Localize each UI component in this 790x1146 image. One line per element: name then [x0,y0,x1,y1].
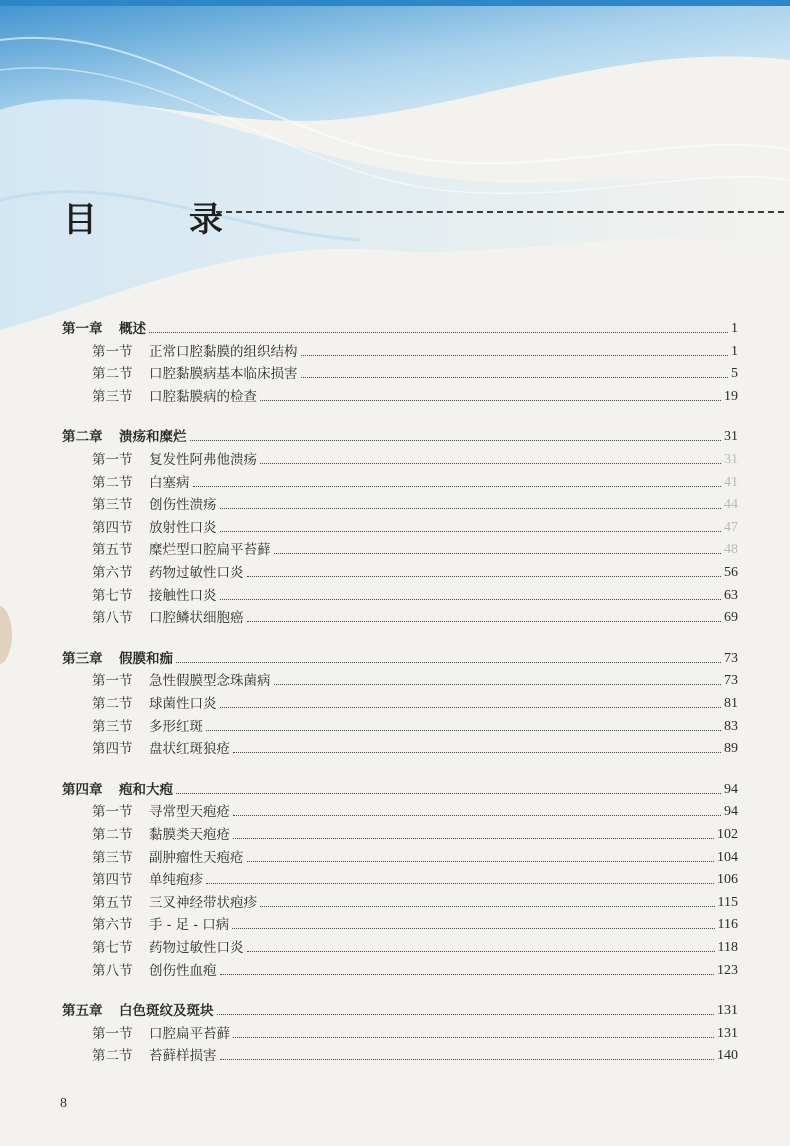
toc-page-number: 1 [731,321,738,336]
decorative-wave-banner [0,0,790,360]
toc-dot-leader [260,400,721,401]
toc-entry-number: 第一节 [92,452,133,468]
toc-entry-number: 第四节 [92,872,133,889]
toc-entry-title: 概述 [119,321,146,337]
toc-entry-number: 第四章 [62,781,103,798]
toc-dot-leader [233,752,721,753]
toc-page-number: 94 [724,781,738,797]
toc-entry-number: 第一章 [62,321,103,337]
toc-section-row[interactable] [92,960,738,980]
toc-entry-number: 第七节 [92,587,133,604]
toc-entry-number: 第二节 [92,696,133,712]
toc-entry-title: 副肿瘤性天疱疮 [149,849,244,866]
toc-entry-number: 第二节 [92,366,133,383]
toc-entry-label [92,826,230,844]
toc-section-row[interactable] [92,824,738,844]
toc-page-number: 81 [724,696,738,711]
toc-section-row[interactable] [92,562,738,582]
toc-entry-title: 放射性口炎 [149,519,217,536]
toc-section-row[interactable] [92,937,738,957]
toc-section-row[interactable] [92,1023,738,1043]
toc-page-number: 69 [724,610,738,626]
toc-entry-title: 黏膜类天疱疮 [149,827,230,843]
toc-entry-label [92,496,217,514]
toc-entry-title: 口腔黏膜病的检查 [149,388,257,405]
toc-section-row[interactable] [92,585,738,605]
toc-entry-title: 创伤性血疱 [149,962,217,979]
toc-entry-title: 接触性口炎 [149,587,217,604]
toc-page-number: 140 [717,1048,738,1064]
toc-section-row[interactable] [92,517,738,537]
toc-entry-number: 第五节 [92,894,133,911]
toc-entry-title: 溃疡和糜烂 [119,429,187,446]
toc-chapter-row[interactable] [62,426,738,446]
toc-page-number: 73 [724,650,738,666]
toc-dot-leader [233,815,721,816]
toc-section-row[interactable] [92,670,738,690]
toc-entry-number: 第八节 [92,962,133,979]
toc-entry-label [92,939,244,957]
toc-entry-title: 盘状红斑狼疮 [149,741,230,758]
toc-page-number: 118 [717,940,738,955]
toc-dot-leader [233,838,714,839]
toc-entry-title: 苔藓样损害 [149,1048,217,1065]
toc-dot-leader [176,662,721,663]
title-dashed-rule [216,211,784,213]
toc-page-number: 41 [724,474,738,490]
toc-entry-number: 第五章 [62,1003,103,1020]
toc-section-row[interactable] [92,914,738,934]
toc-entry-number: 第三节 [92,497,133,514]
toc-entry-number: 第二节 [92,1048,133,1065]
toc-page-number: 131 [717,1025,738,1041]
toc-dot-leader [206,730,721,731]
toc-dot-leader [190,440,722,441]
toc-entry-title: 白色斑纹及斑块 [119,1003,214,1020]
toc-entry-number: 第三节 [92,718,133,735]
toc-page-number: 115 [717,894,738,910]
toc-dot-leader [176,793,721,794]
toc-entry-label [92,343,298,361]
toc-section-row[interactable] [92,363,738,383]
toc-dot-leader [301,355,729,356]
toc-entry-number: 第一节 [92,343,133,360]
toc-chapter-row[interactable] [62,648,738,668]
toc-page-number: 48 [724,542,738,558]
toc-entry-label [92,718,203,736]
toc-entry-label [92,474,190,492]
toc-section-row[interactable] [92,449,738,469]
toc-section-row[interactable] [92,716,738,736]
toc-entry-label [92,365,298,383]
toc-entry-number: 第一节 [92,673,133,690]
toc-entry-title: 疱和大疱 [119,781,173,798]
toc-dot-leader [220,531,722,532]
toc-entry-label [62,320,146,338]
toc-section-row[interactable] [92,341,738,361]
toc-page-number: 116 [717,917,738,933]
toc-entry-label [62,781,173,799]
toc-entry-label [92,849,244,867]
toc-entry-title: 白塞病 [149,474,190,491]
toc-page-number: 31 [724,429,738,445]
toc-entry-label [92,916,229,934]
toc-chapter-row[interactable] [62,318,738,338]
toc-entry-number: 第七节 [92,940,133,956]
toc-entry-label [92,541,271,559]
toc-entry-label [92,451,257,469]
toc-entry-title: 口腔黏膜病基本临床损害 [149,366,298,383]
toc-dot-leader [247,576,722,577]
toc-entry-label [92,609,244,627]
toc-page-number: 89 [724,741,738,757]
toc-entry-title: 假膜和痂 [119,650,173,667]
toc-entry-label [92,564,244,582]
toc-dot-leader [233,1037,714,1038]
toc-entry-label [92,740,230,758]
toc-entry-number: 第一节 [92,1025,133,1042]
finger-shadow [0,605,12,665]
toc-entry-title: 球菌性口炎 [149,696,217,712]
toc-page-number: 19 [724,388,738,404]
toc-dot-leader [247,951,715,952]
toc-page-number: 94 [724,804,738,820]
toc-page-number: 56 [724,565,738,580]
toc-entry-number: 第四节 [92,741,133,758]
toc-chapter-row[interactable] [62,779,738,799]
toc-dot-leader [220,974,715,975]
toc-chapter-row[interactable] [62,1000,738,1020]
toc-entry-title: 寻常型天疱疮 [149,804,230,821]
toc-entry-label [92,388,257,406]
toc-entry-title: 口腔鳞状细胞癌 [149,610,244,627]
toc-entry-title: 复发性阿弗他溃疡 [149,452,257,468]
toc-entry-label [92,587,217,605]
toc-section-row[interactable] [92,494,738,514]
toc-dot-leader [149,332,728,333]
toc-entry-title: 药物过敏性口炎 [149,940,244,956]
toc-entry-title: 单纯疱疹 [149,872,203,889]
toc-dot-leader [301,377,729,378]
toc-entry-label [92,1047,217,1065]
toc-entry-title: 手 - 足 - 口病 [149,917,230,934]
toc-entry-label [62,428,187,446]
toc-page-number: 104 [717,849,738,865]
toc-entry-title: 正常口腔黏膜的组织结构 [149,343,298,360]
toc-entry-label [92,803,230,821]
toc-entry-number: 第六节 [92,917,133,934]
toc-page-number: 83 [724,718,738,734]
toc-entry-label [92,871,203,889]
toc-entry-number: 第八节 [92,610,133,627]
toc-entry-number: 第二节 [92,827,133,843]
toc-section-row[interactable] [92,693,738,713]
page-title: 目 录 [63,200,263,240]
toc-entry-title: 糜烂型口腔扁平苔藓 [149,542,271,559]
toc-entry-label [92,519,217,537]
toc-dot-leader [217,1014,715,1015]
toc-section-row[interactable] [92,472,738,492]
toc-entry-number: 第三节 [92,849,133,866]
toc-dot-leader [193,486,722,487]
toc-section-row[interactable] [92,801,738,821]
toc-section-row[interactable] [92,869,738,889]
toc-dot-leader [274,684,722,685]
toc-page-number: 131 [717,1003,738,1019]
toc-dot-leader [206,883,714,884]
toc-page-number: 5 [731,366,738,382]
toc-entry-number: 第六节 [92,565,133,581]
toc-section-row[interactable] [92,847,738,867]
toc-section-row[interactable] [92,607,738,627]
toc-dot-leader [220,508,722,509]
toc-page-number: 1 [731,343,738,359]
toc-entry-number: 第二节 [92,474,133,491]
toc-dot-leader [247,621,722,622]
toc-dot-leader [220,599,722,600]
page-number: 8 [60,1096,67,1111]
toc-entry-label [92,672,271,690]
toc-entry-number: 第三节 [92,388,133,405]
toc-page-number: 31 [724,452,738,467]
toc-entry-title: 多形红斑 [149,718,203,735]
toc-entry-title: 口腔扁平苔藓 [149,1025,230,1042]
toc-entry-number: 第一节 [92,804,133,821]
toc-page-number: 123 [717,962,738,978]
toc-section-row[interactable] [92,1045,738,1065]
toc-entry-title: 急性假膜型念珠菌病 [149,673,271,690]
toc-page-number: 47 [724,519,738,535]
toc-entry-label [92,695,217,713]
toc-entry-title: 三叉神经带状疱疹 [149,894,257,911]
toc-dot-leader [260,906,715,907]
toc-entry-label [92,962,217,980]
toc-entry-title: 药物过敏性口炎 [149,565,244,581]
toc-entry-number: 第五节 [92,542,133,559]
toc-section-row[interactable] [92,892,738,912]
toc-entry-title: 创伤性溃疡 [149,497,217,514]
toc-section-row[interactable] [92,738,738,758]
toc-section-row[interactable] [92,386,738,406]
toc-dot-leader [220,707,722,708]
toc-page-number: 44 [724,497,738,513]
toc-dot-leader [274,553,722,554]
toc-entry-label [92,1025,230,1043]
toc-section-row[interactable] [92,539,738,559]
toc-entry-number: 第四节 [92,519,133,536]
toc-entry-label [62,1002,214,1020]
toc-entry-number: 第三章 [62,650,103,667]
toc-dot-leader [232,928,714,929]
toc-entry-label [92,894,257,912]
toc-page-number: 102 [717,827,738,842]
toc-dot-leader [247,861,715,862]
toc-dot-leader [260,463,721,464]
toc-page-number: 73 [724,673,738,689]
toc-entry-label [62,650,173,668]
toc-entry-number: 第二章 [62,429,103,446]
toc-page-number: 106 [717,872,738,888]
toc-page-number: 63 [724,587,738,603]
toc-dot-leader [220,1059,715,1060]
